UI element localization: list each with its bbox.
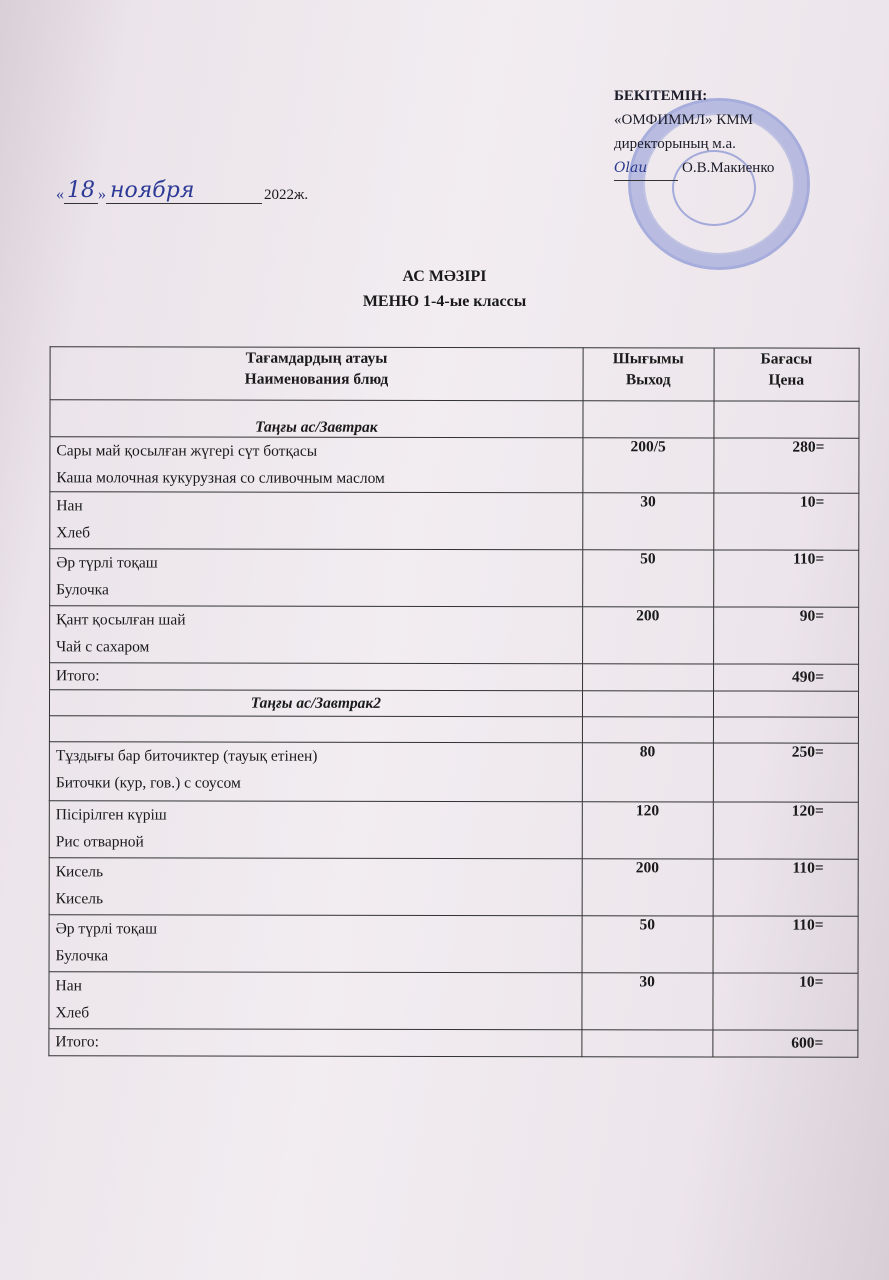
empty-cell bbox=[582, 664, 713, 691]
dish-cell bbox=[49, 742, 582, 802]
dish-name-ru: Хлеб bbox=[56, 524, 91, 542]
dish-yield: 30 bbox=[583, 493, 714, 550]
section-title: Таңғы ас/Завтрак2 bbox=[49, 690, 582, 717]
header-yield bbox=[583, 348, 714, 401]
dish-yield: 80 bbox=[582, 743, 713, 802]
dish-cell bbox=[49, 915, 582, 973]
date-close-quote: » bbox=[98, 186, 106, 203]
total-row bbox=[50, 663, 859, 691]
header-price bbox=[714, 348, 860, 401]
table-row bbox=[49, 915, 858, 973]
dish-name-kz: Қант қосылған шай bbox=[56, 611, 186, 629]
section-title: Таңғы ас/Завтрак bbox=[50, 400, 583, 438]
dish-price: 280= bbox=[713, 438, 859, 493]
dish-name-kz: Тұздығы бар биточиктер (тауық етінен) bbox=[55, 747, 318, 765]
dish-price: 110= bbox=[713, 550, 859, 607]
header-yield-ru: Выход bbox=[625, 371, 671, 389]
approval-title: БЕКІТЕМІН: bbox=[614, 88, 708, 104]
dish-name-kz: Кисель bbox=[55, 863, 104, 881]
empty-cell bbox=[582, 691, 713, 717]
dish-name-kz: Нан bbox=[55, 977, 82, 995]
dish-name-ru: Булочка bbox=[55, 947, 109, 965]
document-date bbox=[56, 178, 308, 204]
dish-name-kz: Әр түрлі тоқаш bbox=[56, 554, 158, 572]
date-year: 2022ж. bbox=[264, 187, 309, 203]
approval-org: «ОМФИММЛ» КММ bbox=[614, 112, 753, 128]
section-breakfast2-row bbox=[49, 690, 858, 717]
table-row bbox=[50, 549, 859, 607]
section-breakfast-row bbox=[50, 400, 859, 438]
empty-cell bbox=[582, 1030, 713, 1057]
dish-name-ru: Кисель bbox=[55, 890, 104, 908]
total-label: Итого: bbox=[50, 663, 583, 691]
dish-cell bbox=[50, 606, 583, 664]
table-row bbox=[50, 492, 859, 550]
header-dish-name-ru: Наименования блюд bbox=[244, 370, 389, 388]
table-row bbox=[49, 858, 858, 916]
approval-role: директорының м.а. bbox=[614, 136, 736, 152]
dish-yield: 200 bbox=[582, 607, 713, 664]
dish-price: 110= bbox=[713, 916, 859, 973]
dish-cell bbox=[50, 549, 583, 607]
dish-yield: 120 bbox=[582, 802, 713, 859]
dish-yield: 200/5 bbox=[583, 438, 714, 493]
handwritten-signature: Оlau bbox=[614, 156, 678, 181]
date-open-quote: « bbox=[56, 186, 64, 203]
table-row bbox=[49, 972, 858, 1030]
dish-cell bbox=[50, 437, 583, 493]
total-price: 600= bbox=[712, 1030, 858, 1057]
dish-name-ru: Биточки (кур, гов.) с соусом bbox=[55, 774, 241, 792]
table-row bbox=[49, 801, 858, 859]
table-header-row bbox=[50, 347, 859, 401]
empty-cell bbox=[582, 717, 713, 743]
dish-yield: 30 bbox=[582, 973, 713, 1030]
menu-title-kz: АС МӘЗІРІ bbox=[402, 268, 487, 285]
header-dish-name-kz: Тағамдардың атауы bbox=[245, 349, 388, 367]
dish-price: 90= bbox=[713, 607, 859, 664]
dish-yield: 50 bbox=[582, 916, 713, 973]
empty-cell bbox=[713, 401, 859, 438]
dish-name-ru: Хлеб bbox=[55, 1004, 90, 1022]
table-row bbox=[50, 606, 859, 664]
empty-cell bbox=[713, 691, 859, 717]
header-yield-kz: Шығымы bbox=[612, 350, 684, 368]
approval-block bbox=[614, 84, 774, 181]
dish-name-kz: Пісірілген күріш bbox=[55, 806, 167, 824]
dish-name-ru: Каша молочная кукурузная со сливочным маслом bbox=[56, 469, 385, 487]
total-label: Итого: bbox=[49, 1029, 582, 1057]
dish-price: 120= bbox=[713, 802, 859, 859]
dish-cell bbox=[50, 492, 583, 550]
date-day: 18 bbox=[64, 178, 98, 204]
header-price-ru: Цена bbox=[768, 371, 805, 389]
header-price-kz: Бағасы bbox=[760, 350, 813, 368]
empty-cell bbox=[713, 717, 859, 743]
dish-name-kz: Сары май қосылған жүгері сүт ботқасы bbox=[56, 442, 318, 460]
table-row bbox=[49, 742, 858, 802]
dish-price: 110= bbox=[713, 859, 859, 916]
dish-yield: 50 bbox=[582, 550, 713, 607]
dish-cell bbox=[49, 972, 582, 1030]
date-month: ноября bbox=[106, 178, 262, 204]
menu-table bbox=[48, 346, 859, 1057]
dish-name-ru: Чай с сахаром bbox=[56, 638, 150, 656]
empty-row bbox=[49, 716, 858, 743]
table-row bbox=[50, 437, 859, 493]
dish-name-kz: Нан bbox=[56, 497, 83, 515]
dish-name-ru: Рис отварной bbox=[55, 833, 144, 851]
header-dish-name bbox=[50, 347, 583, 401]
empty-cell bbox=[583, 401, 714, 438]
dish-yield: 200 bbox=[582, 859, 713, 916]
approval-name: О.В.Макиенко bbox=[682, 160, 775, 176]
total-price: 490= bbox=[713, 664, 859, 691]
dish-name-kz: Әр түрлі тоқаш bbox=[55, 920, 158, 938]
approval-signature-line bbox=[614, 156, 774, 181]
total-row bbox=[49, 1029, 858, 1057]
dish-price: 10= bbox=[713, 493, 859, 550]
menu-title-ru: МЕНЮ 1-4-ые классы bbox=[362, 293, 527, 310]
dish-price: 10= bbox=[712, 973, 858, 1030]
dish-name-ru: Булочка bbox=[56, 581, 109, 599]
dish-cell bbox=[49, 858, 582, 916]
dish-cell bbox=[49, 801, 582, 859]
empty-cell bbox=[49, 716, 582, 743]
dish-price: 250= bbox=[713, 743, 859, 802]
